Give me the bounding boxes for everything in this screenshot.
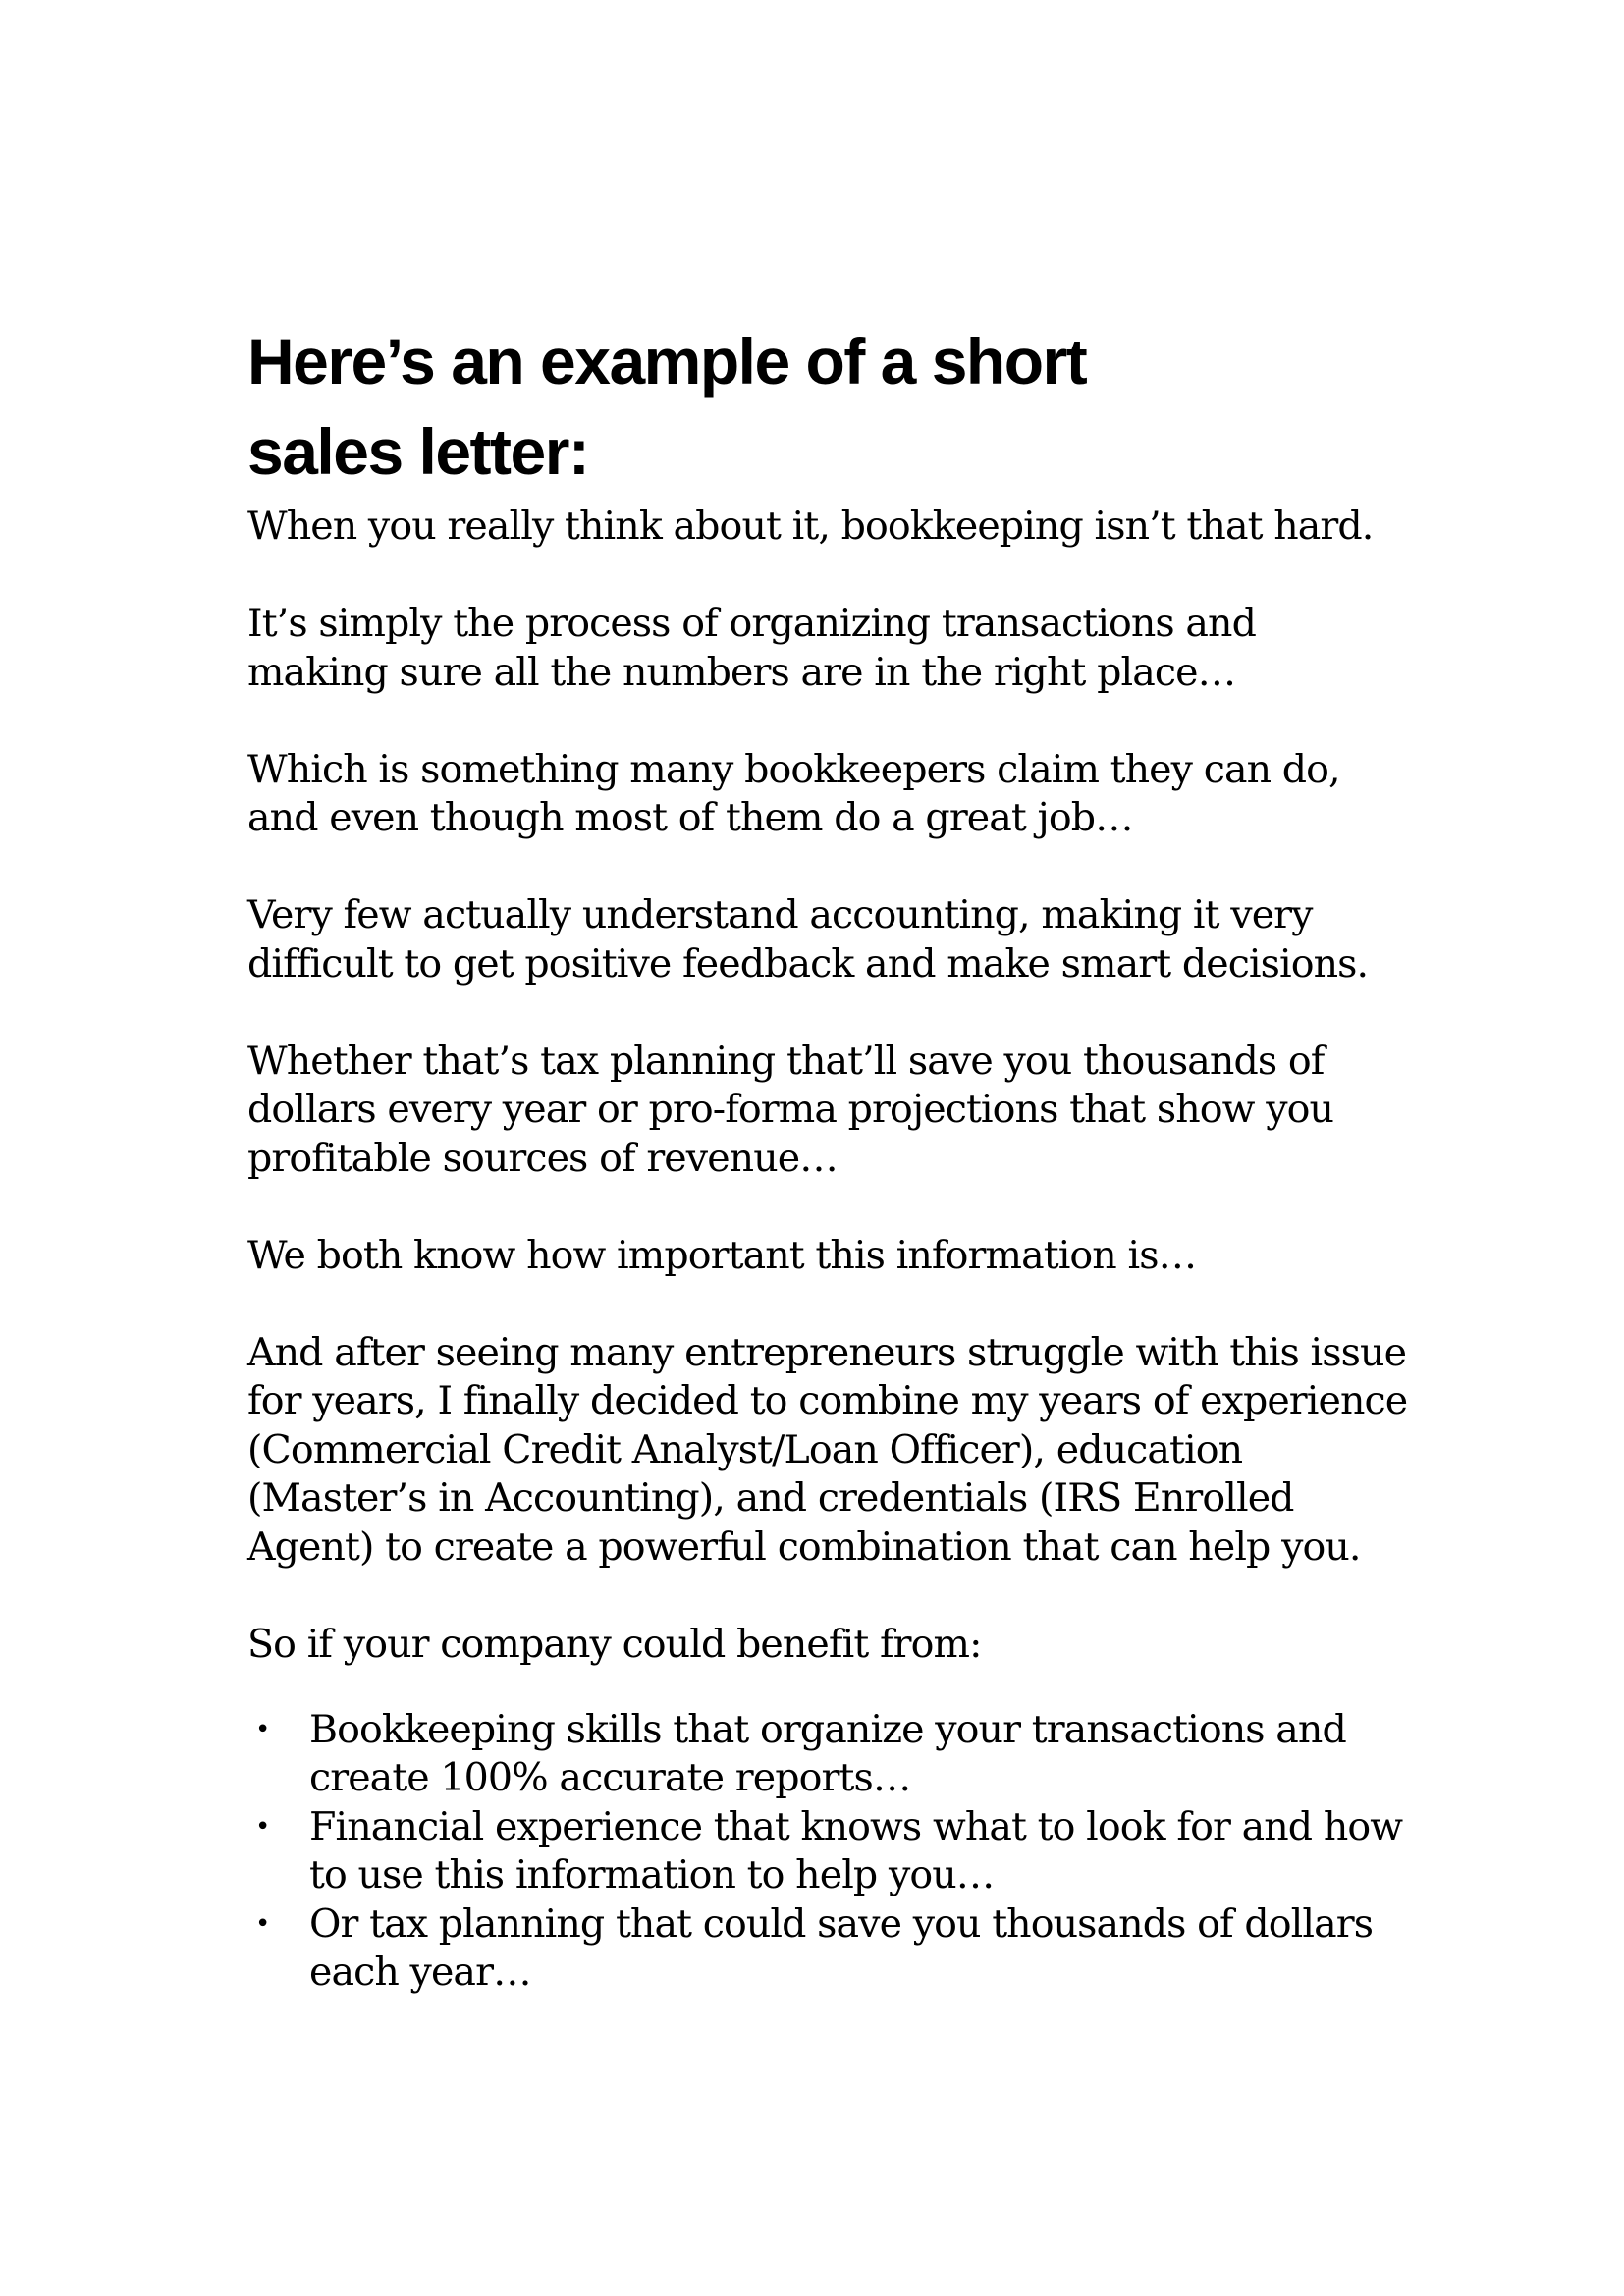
benefits-list	[247, 1706, 1426, 1998]
paragraph	[247, 891, 1426, 988]
text-line: difficult to get positive feedback and make smart decisions.	[247, 940, 1369, 987]
text-line: each year…	[309, 1949, 531, 1995]
text-line: And after seeing many entrepreneurs struggle with this issue	[247, 1329, 1407, 1375]
bullet-icon: •	[255, 1811, 270, 1842]
paragraph	[247, 503, 1426, 552]
list-item	[247, 1900, 1426, 1998]
text-line: (Commercial Credit Analyst/Loan Officer), education	[247, 1426, 1243, 1472]
letter-body	[247, 503, 1426, 1998]
page-title	[247, 316, 1426, 497]
text-line: for years, I finally decided to combine my years of experience	[247, 1378, 1408, 1423]
text-line: profitable sources of revenue…	[247, 1135, 838, 1181]
text-line: We both know how important this information is…	[247, 1232, 1197, 1278]
text-line: Bookkeeping skills that organize your transactions and	[309, 1706, 1346, 1752]
text-line: dollars every year or pro-forma projections that show you	[247, 1087, 1334, 1132]
text-line: Very few actually understand accounting, making it very	[247, 892, 1313, 937]
list-item	[247, 1803, 1426, 1900]
text-line: Agent) to create a powerful combination that can help you.	[247, 1523, 1361, 1570]
title-line: sales letter:	[247, 415, 589, 488]
paragraph	[247, 746, 1426, 843]
text-line: When you really think about it, bookkeeping isn’t that hard.	[247, 504, 1374, 549]
text-line: So if your company could benefit from:	[247, 1621, 982, 1667]
paragraph	[247, 1232, 1426, 1281]
paragraph	[247, 1621, 1426, 1670]
text-line: making sure all the numbers are in the right place…	[247, 649, 1236, 695]
text-line: Whether that’s tax planning that’ll save you thousands of	[247, 1038, 1325, 1084]
text-line: Financial experience that knows what to look for and how	[309, 1803, 1403, 1849]
paragraph	[247, 1038, 1426, 1184]
list-item	[247, 1706, 1426, 1803]
paragraph	[247, 600, 1426, 697]
bullet-icon: •	[255, 1908, 270, 1939]
text-line: create 100% accurate reports…	[309, 1755, 911, 1800]
text-line: Or tax planning that could save you thousands of dollars	[309, 1900, 1374, 1947]
document-page	[247, 316, 1426, 1998]
text-line: and even though most of them do a great job…	[247, 795, 1133, 840]
text-line: Which is something many bookkeepers claim they can do,	[247, 746, 1340, 792]
text-line: (Master’s in Accounting), and credentials (IRS Enrolled	[247, 1475, 1294, 1521]
bullet-icon: •	[255, 1714, 270, 1744]
text-line: to use this information to help you…	[309, 1852, 995, 1897]
paragraph	[247, 1329, 1426, 1573]
text-line: It’s simply the process of organizing transactions and	[247, 601, 1256, 646]
title-line: Here’s an example of a short	[247, 325, 1087, 398]
